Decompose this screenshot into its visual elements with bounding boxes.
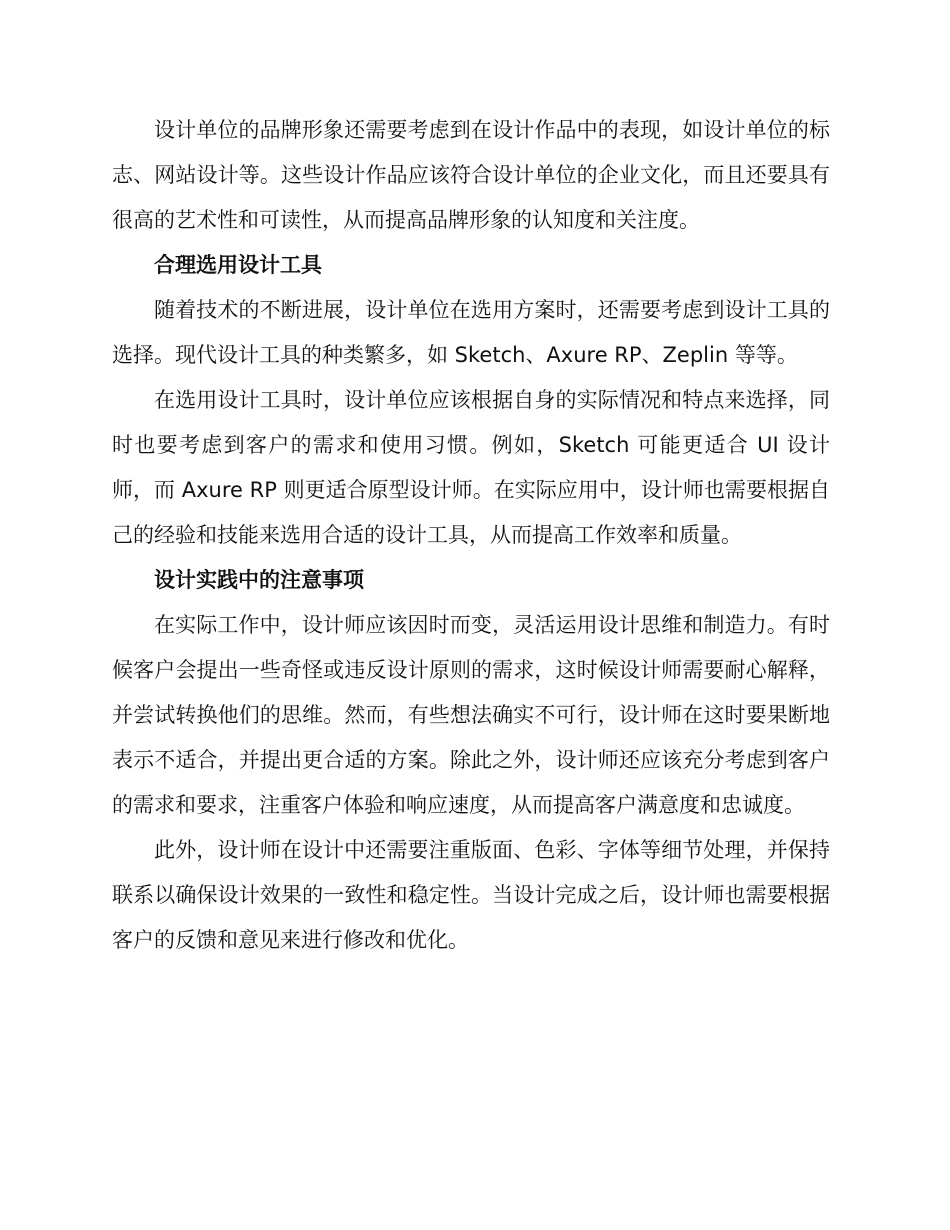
paragraph-tools-selection: 在选用设计工具时，设计单位应该根据自身的实际情况和特点来选择，同时也要考虑到客户的需求和使用习惯。例如，Sketch 可能更适合 UI 设计师，而 Axure RP 则更适合原型设计师。在实际应用中，设计师也需要根据自己的经验和技能来选用合适的设计工具，从而提高工作效率和质量。: [112, 388, 830, 547]
paragraph-brand-image: 设计单位的品牌形象还需要考虑到在设计作品中的表现，如设计单位的标志、网站设计等。这些设计作品应该符合设计单位的企业文化，而且还要具有很高的艺术性和可读性，从而提高品牌形象的认知度和关注度。: [112, 118, 830, 232]
paragraph-tools-intro: 随着技术的不断进展，设计单位在选用方案时，还需要考虑到设计工具的选择。现代设计工具的种类繁多，如 Sketch、Axure RP、Zeplin 等等。: [112, 298, 830, 367]
heading-practice-notes: 设计实践中的注意事项: [154, 568, 364, 592]
paragraph-practice-details: 此外，设计师在设计中还需要注重版面、色彩、字体等细节处理，并保持联系以确保设计效果的一致性和稳定性。当设计完成之后，设计师也需要根据客户的反馈和意见来进行修改和优化。: [112, 838, 830, 952]
document-page: [112, 108, 830, 963]
heading-design-tools: 合理选用设计工具: [154, 253, 322, 277]
paragraph-practice-work: 在实际工作中，设计师应该因时而变，灵活运用设计思维和制造力。有时候客户会提出一些奇怪或违反设计原则的需求，这时候设计师需要耐心解释，并尝试转换他们的思维。然而，有些想法确实不可行，设计师在这时要果断地表示不适合，并提出更合适的方案。除此之外，设计师还应该充分考虑到客户的需求和要求，注重客户体验和响应速度，从而提高客户满意度和忠诚度。: [112, 613, 830, 817]
